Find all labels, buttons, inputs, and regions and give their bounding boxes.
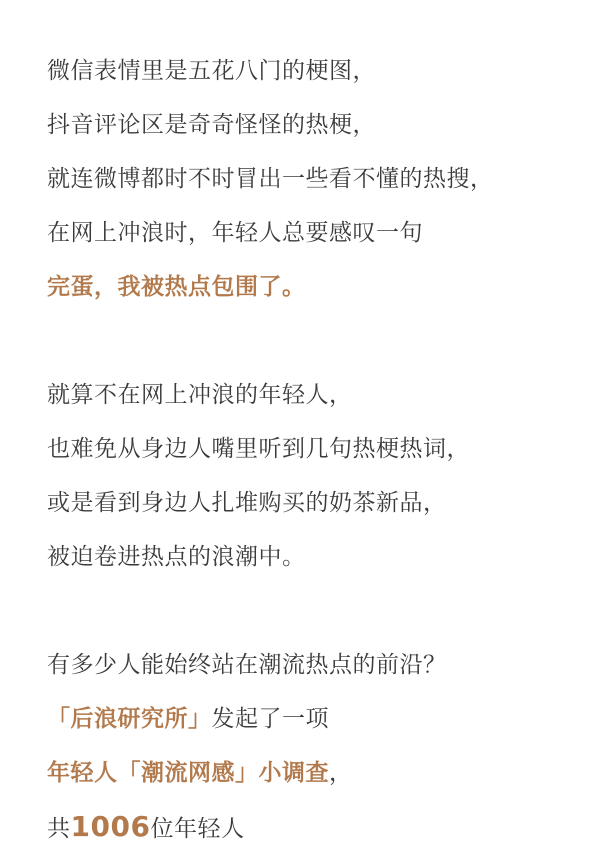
respondent-count: 1006 bbox=[70, 810, 151, 843]
paragraph-2-line-2: 也难免从身边人嘴里听到几句热梗热词， bbox=[47, 436, 470, 462]
paragraph-2-line-1: 就算不在网上冲浪的年轻人， bbox=[47, 382, 353, 408]
paragraph-spacer bbox=[47, 314, 577, 368]
paragraph-3-line-3 bbox=[47, 746, 577, 800]
paragraph-2-line-4: 被迫卷进热点的浪潮中。 bbox=[47, 544, 306, 570]
paragraph-3-line-2-rest: 发起了一项 bbox=[211, 706, 329, 732]
paragraph-3-line-4-suffix: 位年轻人 bbox=[150, 816, 245, 842]
paragraph-3-line-1: 有多少人能始终站在潮流热点的前沿？ bbox=[47, 652, 447, 678]
article-body bbox=[47, 44, 577, 854]
paragraph-3-line-4-prefix: 共 bbox=[47, 816, 71, 842]
research-institute-name: 「后浪研究所」 bbox=[47, 706, 212, 732]
paragraph-2-line-3: 或是看到身边人扎堆购买的奶茶新品， bbox=[47, 490, 447, 516]
paragraph-3-line-2 bbox=[47, 692, 577, 746]
survey-title: 年轻人「潮流网感」小调查 bbox=[47, 760, 329, 786]
paragraph-1-line-4: 在网上冲浪时，年轻人总要感叹一句 bbox=[47, 220, 423, 246]
paragraph-1-line-2: 抖音评论区是奇奇怪怪的热梗， bbox=[47, 112, 376, 138]
paragraph-1-line-3: 就连微博都时不时冒出一些看不懂的热搜， bbox=[47, 166, 494, 192]
paragraph-3-line-4 bbox=[47, 800, 577, 854]
paragraph-spacer bbox=[47, 584, 577, 638]
paragraph-1-line-1: 微信表情里是五花八门的梗图， bbox=[47, 58, 376, 84]
paragraph-1-highlight-line: 完蛋，我被热点包围了。 bbox=[47, 274, 306, 300]
paragraph-3-line-3-rest: ， bbox=[329, 760, 353, 786]
